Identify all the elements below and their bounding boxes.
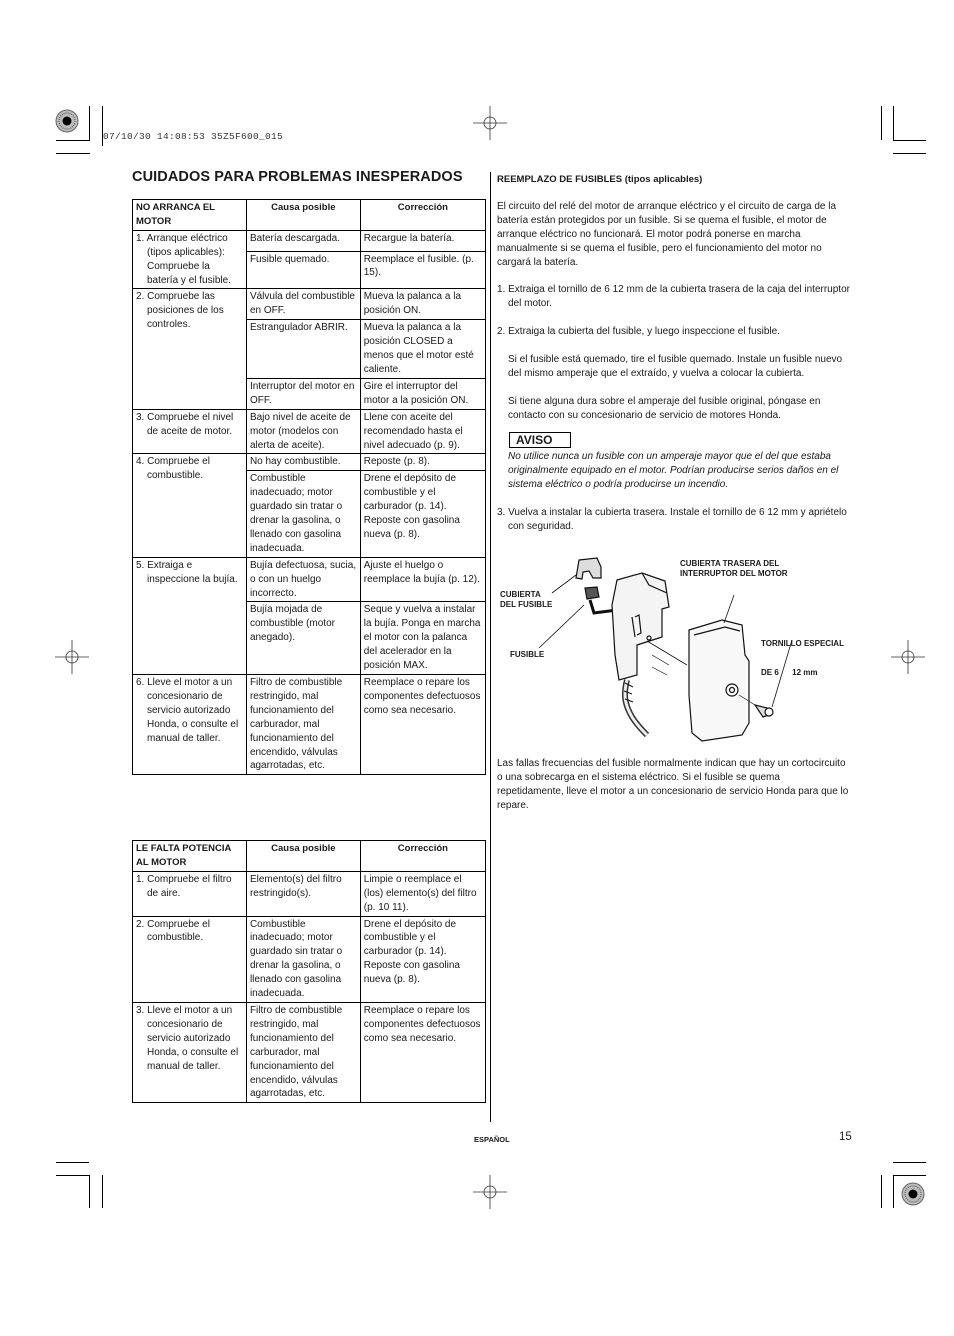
label-rear-cover-line2: INTERRUPTOR DEL MOTOR (680, 568, 788, 578)
step-text: 4. Compruebe el combustible. (136, 456, 210, 482)
cell-correction: Recargue la batería. (360, 230, 485, 251)
step-text: 1. Arranque eléctrico (tipos aplicables): Compruebe la batería y el fusible. (136, 232, 231, 286)
label-fuse: FUSIBLE (510, 650, 545, 659)
label-screw-line1: TORNILLO ESPECIAL (761, 639, 844, 648)
cell-correction: Mueva la palanca a la posición CLOSED a menos que el motor esté caliente. (360, 320, 485, 379)
cell-step (133, 289, 247, 409)
table-header-row (133, 200, 486, 231)
cell-step (133, 230, 247, 289)
cell-step (133, 454, 247, 557)
cell-correction: Seque y vuelva a instalar la bujía. Ponga en marcha el motor con la palanca del acelerador en la posición MAX. (360, 602, 485, 675)
crosshair-mark-top-icon (473, 106, 507, 140)
step-text: 6. Lleve el motor a un concesionario de servicio autorizado Honda, o consulte el manual de taller. (136, 677, 239, 744)
column-divider (490, 172, 491, 1122)
header-cause: Causa posible (246, 841, 360, 872)
cell-step (133, 871, 247, 916)
table-body (133, 871, 486, 1103)
cell-correction: Ajuste el huelgo o reemplace la bujía (p. 12). (360, 557, 485, 602)
label-fuse-cover-line1: CUBIERTA (500, 590, 541, 599)
header-correction: Corrección (360, 200, 485, 231)
cell-step (133, 409, 247, 454)
label-screw-line2: DE 6 12 mm (761, 667, 818, 677)
step-3: 3. Vuelva a instalar la cubierta trasera. Instale el tornillo de 6 12 mm y apriételo con seguridad. (497, 507, 847, 532)
cell-cause: Interruptor del motor en OFF. (246, 378, 360, 409)
cell-correction: Reposte (p. 8). (360, 454, 485, 471)
cell-cause: Filtro de combustible restringido, mal funcionamiento del carburador, mal funcionamiento del encendido, válvulas agarrotadas, etc. (246, 675, 360, 775)
table-row (133, 916, 486, 1002)
cell-cause: Bajo nivel de aceite de motor (modelos con alerta de aceite). (246, 409, 360, 454)
fuse-intro-paragraph: El circuito del relé del motor de arranque eléctrico y el circuito de carga de la batería están protegidos por un fusible. Si se quema el fusible, el motor de arranque eléctrico no funcionará. El motor podrá ponerse en marcha manualmente si se quema el fusible, pero el funcionamiento del motor no cargará la batería. (497, 201, 837, 268)
cell-step (133, 916, 247, 1002)
print-timestamp: 07/10/30 14:08:53 35Z5F600_015 (103, 131, 284, 142)
notice-label: AVISO (509, 432, 571, 448)
cell-cause: Elemento(s) del filtro restringido(s). (246, 871, 360, 916)
crosshair-mark-left-icon (55, 640, 89, 674)
step-1: 1. Extraiga el tornillo de 6 12 mm de la cubierta trasera de la caja del interruptor del motor. (497, 284, 850, 309)
cell-cause: Combustible inadecuado; motor guardado sin tratar o drenar la gasolina, o llenado con gasolina inadecuada. (246, 471, 360, 557)
troubleshooting-table-no-start (132, 199, 486, 775)
registration-target-icon (900, 1181, 926, 1207)
table-header-row (133, 841, 486, 872)
cell-correction: Gire el interruptor del motor a la posición ON. (360, 378, 485, 409)
table-row (133, 409, 486, 454)
header-symptom: LE FALTA POTENCIA AL MOTOR (133, 841, 247, 872)
cell-cause: Estrangulador ABRIR. (246, 320, 360, 379)
page-title: CUIDADOS PARA PROBLEMAS INESPERADOS (132, 169, 463, 185)
table-row (133, 230, 486, 251)
cell-cause: Bujía defectuosa, sucia, o con un huelgo incorrecto. (246, 557, 360, 602)
section-heading-fuse-replacement: REEMPLAZO DE FUSIBLES (tipos aplicables) (497, 174, 703, 185)
cell-correction: Llene con aceite del recomendado hasta el nivel adecuado (p. 9). (360, 409, 485, 454)
cell-cause: Filtro de combustible restringido, mal funcionamiento del carburador, mal funcionamiento del encendido, válvulas agarrotadas, etc. (246, 1002, 360, 1102)
table-body (133, 230, 486, 775)
cell-correction: Drene el depósito de combustible y el carburador (p. 14). Reposte con gasolina nueva (p. 8). (360, 916, 485, 1002)
table-row (133, 557, 486, 602)
table-row (133, 289, 486, 320)
step-text: 2. Compruebe las posiciones de los controles. (136, 291, 224, 331)
label-special-screw (761, 620, 844, 696)
header-symptom: NO ARRANCA EL MOTOR (133, 200, 247, 231)
crosshair-mark-right-icon (891, 640, 925, 674)
cell-step (133, 557, 247, 674)
label-rear-cover (680, 559, 788, 578)
cell-cause: Combustible inadecuado; motor guardado sin tratar o drenar la gasolina, o llenado con gasolina inadecuada. (246, 916, 360, 1002)
step-text: 3. Lleve el motor a un concesionario de servicio autorizado Honda, o consulte el manual de taller. (136, 1004, 239, 1072)
table-row (133, 1002, 486, 1102)
cell-correction: Reemplace o repare los componentes defectuosos como sea necesario. (360, 1002, 485, 1102)
notice-text: No utilice nunca un fusible con un amperaje mayor que el del que estaba originalmente equipado en el motor. Podrían producirse serios daños en el sistema eléctrico o podría producirse un incendio. (508, 451, 839, 490)
registration-target-icon (54, 108, 80, 134)
step-text: 5. Extraiga e inspeccione la bujía. (136, 559, 238, 585)
table-row (133, 675, 486, 775)
crosshair-mark-bottom-icon (473, 1175, 507, 1209)
cell-cause: Bujía mojada de combustible (motor anegado). (246, 602, 360, 675)
label-rear-cover-line1: CUBIERTA TRASERA DEL (680, 559, 780, 568)
header-correction: Corrección (360, 841, 485, 872)
step-2-detail-b: Si tiene alguna dura sobre el amperaje del fusible original, póngase en contacto con su concesionario de servicio de motores Honda. (508, 396, 821, 421)
step-2: 2. Extraiga la cubierta del fusible, y luego inspeccione el fusible. (497, 326, 780, 337)
cell-correction: Limpie o reemplace el (los) elemento(s) del filtro (p. 10 11). (360, 871, 485, 916)
closing-paragraph: Las fallas frecuencias del fusible normalmente indican que hay un cortocircuito o una sobrecarga en el sistema eléctrico. Si el fusible se quema repetidamente, lleve el motor a un concesionario de servicio Honda para que lo repare. (497, 758, 849, 811)
label-fuse-cover-line2: DEL FUSIBLE (500, 599, 553, 609)
cell-cause: No hay combustible. (246, 454, 360, 471)
step-text: 3. Compruebe el nivel de aceite de motor. (136, 411, 234, 437)
label-fuse-cover (500, 590, 552, 609)
cell-cause: Válvula del combustible en OFF. (246, 289, 360, 320)
cell-correction: Reemplace el fusible. (p. 15). (360, 251, 485, 289)
cell-correction: Drene el depósito de combustible y el carburador (p. 14). Reposte con gasolina nueva (p. 8). (360, 471, 485, 557)
troubleshooting-table-low-power (132, 840, 486, 1103)
header-cause: Causa posible (246, 200, 360, 231)
cell-correction: Reemplace o repare los componentes defectuosos como sea necesario. (360, 675, 485, 775)
step-2-detail-a: Si el fusible está quemado, tire el fusible quemado. Instale un fusible nuevo del mismo amperaje que el extraído, y vuelva a colocar la cubierta. (508, 354, 843, 379)
cell-step (133, 675, 247, 775)
footer-language: ESPAÑOL (474, 1135, 510, 1144)
page-number: 15 (839, 1131, 852, 1143)
cell-cause: Batería descargada. (246, 230, 360, 251)
cell-correction: Mueva la palanca a la posición ON. (360, 289, 485, 320)
step-text: 1. Compruebe el filtro de aire. (136, 873, 232, 899)
table-row (133, 454, 486, 471)
cell-step (133, 1002, 247, 1102)
cell-cause: Fusible quemado. (246, 251, 360, 289)
step-text: 2. Compruebe el combustible. (136, 918, 210, 944)
table-row (133, 871, 486, 916)
